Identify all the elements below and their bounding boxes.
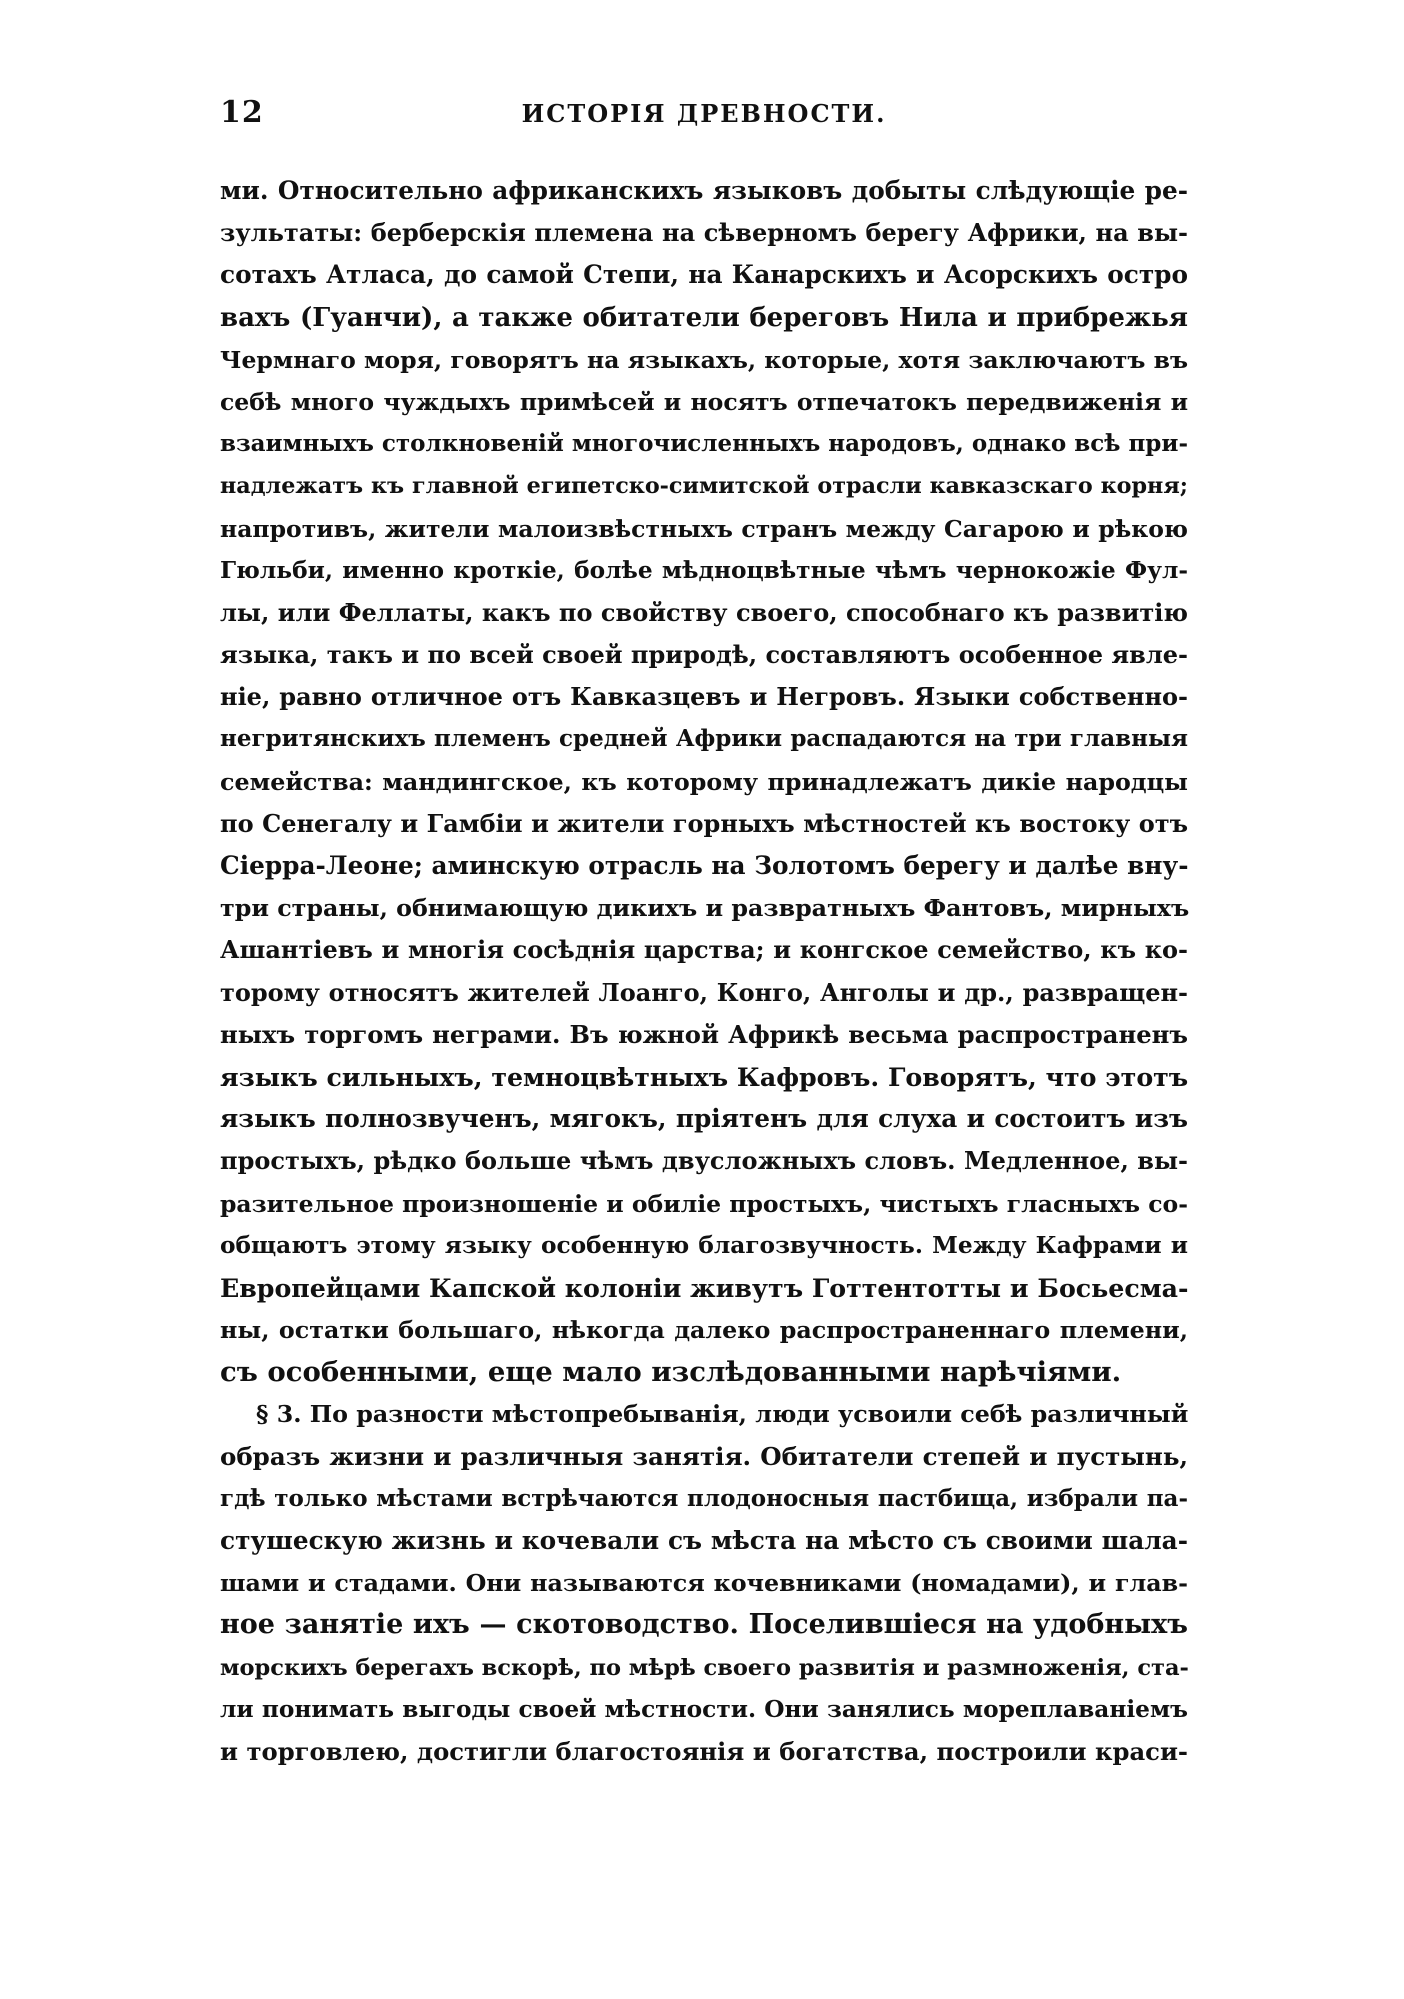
- running-title: ИСТОРІЯ ДРЕВНОСТИ.: [521, 99, 887, 128]
- text-line: языкъ полнозвученъ, мягокъ, пріятенъ для слуха и состоитъ изъ: [220, 1104, 1188, 1134]
- text-line: ное занятіе ихъ — скотоводство. Поселившіеся на удобныхъ: [220, 1609, 1188, 1641]
- text-line: вахъ (Гуанчи), а также обитатели береговъ Нила и прибрежья: [220, 302, 1188, 333]
- text-line: Ашантіевъ и многія сосѣднія царства; и конгское семейство, къ ко-: [220, 935, 1188, 965]
- text-line: три страны, обнимающую дикихъ и развратныхъ Фантовъ, мирныхъ: [220, 894, 1190, 923]
- text-line: простыхъ, рѣдко больше чѣмъ двусложныхъ словъ. Медленное, вы-: [220, 1146, 1188, 1176]
- text-line: надлежатъ къ главной египетско-симитской отрасли кавказскаго корня;: [220, 473, 1188, 500]
- page-header: [220, 95, 1188, 135]
- text-line: ныхъ торгомъ неграми. Въ южной Африкѣ весьма распространенъ: [220, 1019, 1188, 1049]
- text-line: образъ жизни и различныя занятія. Обитатели степей и пустынь,: [220, 1441, 1188, 1471]
- text-line: языка, такъ и по всей своей природѣ, составляютъ особенное явле-: [220, 640, 1188, 670]
- text-line: лы, или Феллаты, какъ по свойству своего, способнаго къ развитію: [220, 597, 1188, 627]
- text-line: Чермнаго моря, говорятъ на языкахъ, которые, хотя заключаютъ въ: [220, 345, 1188, 374]
- text-line: Европейцами Капской колоніи живутъ Готтентотты и Босьесма-: [220, 1272, 1189, 1303]
- text-line: разительное произношеніе и обиліе простыхъ, чистыхъ гласныхъ со-: [220, 1189, 1188, 1218]
- text-line: себѣ много чуждыхъ примѣсей и носятъ отпечатокъ передвиженія и: [220, 387, 1188, 416]
- text-line: морскихъ берегахъ вскорѣ, по мѣрѣ своего развитія и размноженія, ста-: [220, 1654, 1189, 1681]
- text-line: и торговлею, достигли благостоянія и богатства, построили краси-: [220, 1736, 1188, 1766]
- text-line: ли понимать выгоды своей мѣстности. Они занялись мореплаваніемъ: [220, 1695, 1188, 1723]
- text-line: ны, остатки большаго, нѣкогда далеко распространеннаго племени,: [220, 1316, 1188, 1345]
- text-line: Гюльби, именно кроткіе, болѣе мѣдноцвѣтные чѣмъ чернокожіе Фул-: [220, 556, 1188, 584]
- text-line: семейства: мандингское, къ которому принадлежатъ дикіе народцы: [220, 767, 1188, 796]
- text-line: гдѣ только мѣстами встрѣчаются плодоносныя пастбища, избрали па-: [220, 1484, 1188, 1512]
- text-line: взаимныхъ столкновеній многочисленныхъ народовъ, однако всѣ при-: [220, 430, 1188, 458]
- text-line: стушескую жизнь и кочевали съ мѣста на мѣсто съ своими шала-: [220, 1526, 1188, 1555]
- text-line: ніе, равно отличное отъ Кавказцевъ и Негровъ. Языки собственно-: [220, 682, 1188, 712]
- text-line: негритянскихъ племенъ средней Африки распадаются на три главныя: [220, 725, 1188, 753]
- page-number: 12: [220, 95, 264, 130]
- text-line: напротивъ, жители малоизвѣстныхъ странъ между Сагарою и рѣкою: [220, 514, 1188, 543]
- text-line: по Сенегалу и Гамбіи и жители горныхъ мѣстностей къ востоку отъ: [220, 808, 1188, 838]
- text-line: языкъ сильныхъ, темноцвѣтныхъ Кафровъ. Говорятъ, что этотъ: [220, 1061, 1189, 1092]
- text-line: общаютъ этому языку особенную благозвучность. Между Кафрами и: [220, 1231, 1188, 1259]
- body-text: [220, 170, 1188, 1773]
- paragraph-first-line: § 3. По разности мѣстопребыванія, люди усвоили себѣ различный: [256, 1400, 1189, 1429]
- text-line: зультаты: берберскія племена на сѣверномъ берегу Африки, на вы-: [220, 218, 1188, 248]
- text-line: Сіерра-Леоне; аминскую отрасль на Золотомъ берегу и далѣе вну-: [220, 851, 1189, 880]
- text-line: шами и стадами. Они называются кочевниками (номадами), и глав-: [220, 1569, 1188, 1598]
- text-line: сотахъ Атласа, до самой Степи, на Канарскихъ и Асорскихъ остро: [220, 260, 1188, 290]
- text-line: торому относятъ жителей Лоанго, Конго, Анголы и др., развращен-: [220, 977, 1188, 1007]
- text-line: ми. Относительно африканскихъ языковъ добыты слѣдующіе ре-: [220, 176, 1188, 205]
- paragraph-last-line: съ особенными, еще мало изслѣдованными нарѣчіями.: [220, 1356, 1122, 1389]
